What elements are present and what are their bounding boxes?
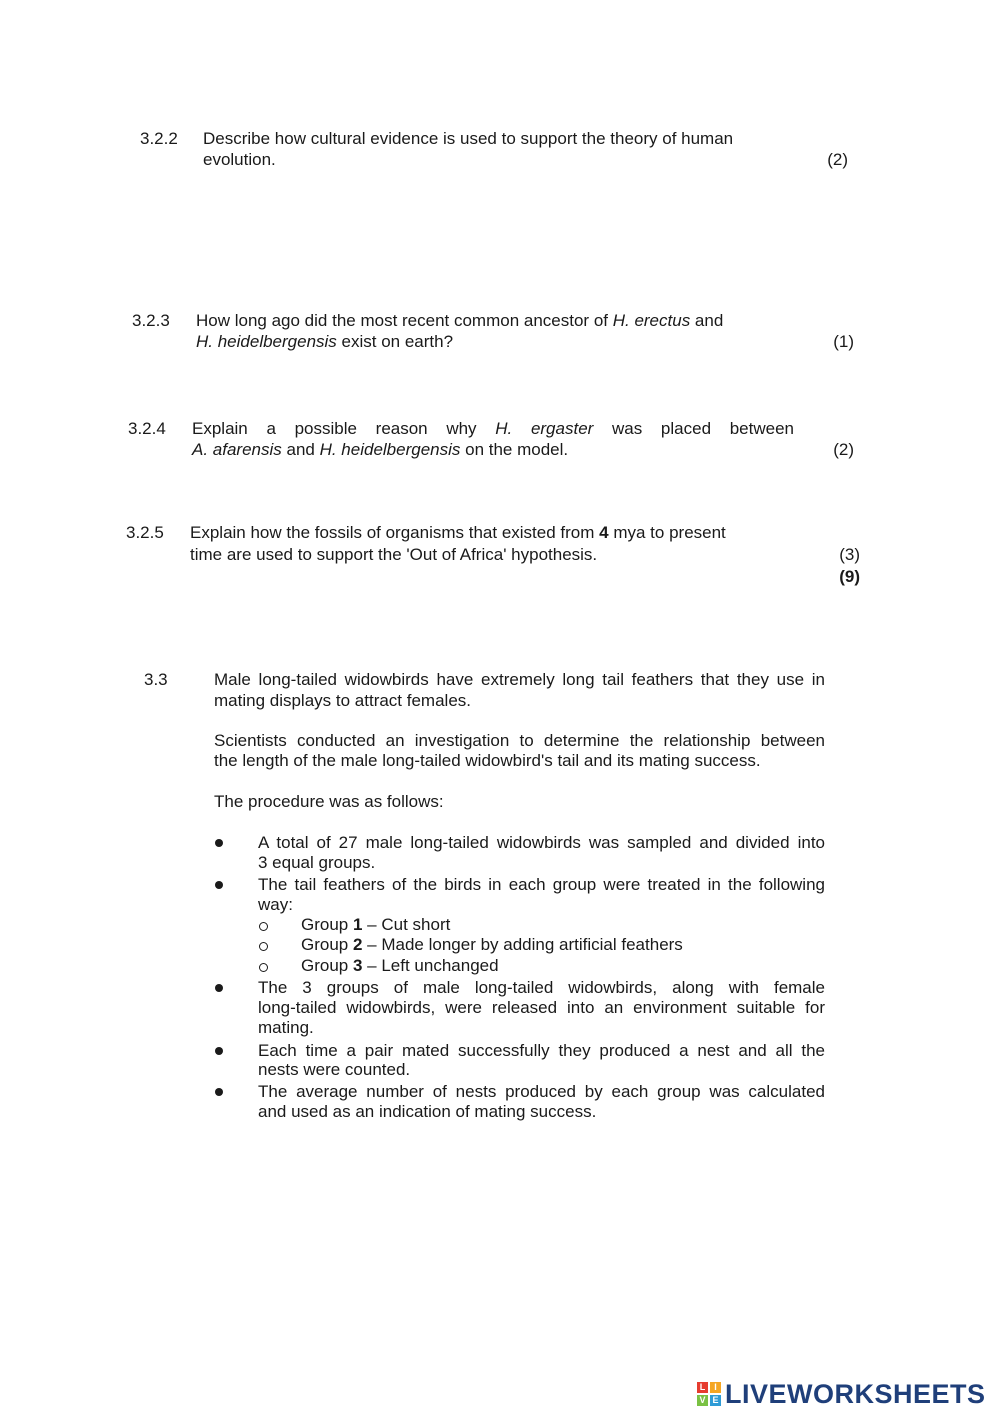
bullet-icon [215,881,223,889]
list-item-line: and used as an indication of mating success. [258,1102,597,1121]
question-number: 3.3 [144,670,168,689]
list-item-line: nests were counted. [258,1060,411,1079]
text-run: was placed between [593,419,794,438]
bullet-icon [215,1047,223,1055]
sub-list-item [301,955,499,976]
marks-label: (2) [827,150,848,169]
species-name: H. erectus [612,311,691,330]
question-number: 3.2.5 [126,523,164,542]
list-item-line: 3 equal groups. [258,853,376,872]
text-run: Explain how the fossils of organisms that existed from [190,523,600,542]
question-text-line: Describe how cultural evidence is used to support the theory of human [203,129,734,148]
text-run: Group [301,956,353,975]
text-run-bold: 1 [352,915,363,934]
text-run: on the model. [460,440,569,459]
paragraph-line: Male long-tailed widowbirds have extremely long tail feathers that they use in [214,670,825,689]
sub-list-item [301,914,450,935]
species-name: H. ergaster [495,419,594,438]
paragraph-line: the length of the male long-tailed widowbird's tail and its mating success. [214,751,761,770]
logo-text: LIVEWORKSHEETS [725,1379,986,1409]
text-run: Group [301,935,353,954]
sub-bullet-icon [259,942,268,951]
sub-bullet-icon [259,922,268,931]
question-text-line: evolution. [203,150,276,169]
text-run: – Made longer by adding artificial feathers [362,935,683,954]
list-item-line: mating. [258,1018,314,1037]
logo-letter: L [697,1382,708,1393]
text-run: and [281,440,320,459]
text-run: How long ago did the most recent common ancestor of [196,311,613,330]
paragraph-line: The procedure was as follows: [214,792,444,811]
question-text-line [192,418,794,439]
text-run-bold: 4 [599,523,609,542]
sub-bullet-icon [259,963,268,972]
question-number: 3.2.4 [128,419,166,438]
list-item-line: long-tailed widowbirds, were released into an environment suitable for [258,998,825,1017]
question-text-line [196,331,453,352]
question-text-line: time are used to support the 'Out of Africa' hypothesis. [190,545,598,564]
text-run: – Left unchanged [362,956,499,975]
text-run: mya to present [608,523,726,542]
text-run: – Cut short [362,915,451,934]
species-name: H. heidelbergensis [196,332,337,351]
text-run: Group [301,915,353,934]
bullet-icon [215,1088,223,1096]
logo-mark-icon [697,1382,721,1406]
marks-label: (1) [833,332,854,351]
total-marks-label: (9) [839,567,860,586]
sub-list-item [301,934,683,955]
bullet-icon [215,839,223,847]
bullet-icon [215,984,223,992]
liveworksheets-logo[interactable] [697,1379,986,1409]
marks-label: (3) [839,545,860,564]
paragraph-line: mating displays to attract females. [214,691,472,710]
text-run: exist on earth? [336,332,454,351]
logo-letter: I [710,1382,721,1393]
text-run: and [690,311,724,330]
logo-letter: V [697,1395,708,1406]
question-text-line [192,439,568,460]
logo-letter: E [710,1395,721,1406]
list-item-line: The 3 groups of male long-tailed widowbirds, along with female [258,978,825,997]
text-run: Explain a possible reason why [192,419,496,438]
list-item-line: Each time a pair mated successfully they produced a nest and all the [258,1041,825,1060]
question-number: 3.2.3 [132,311,170,330]
text-run-bold: 3 [352,956,363,975]
question-text-line [196,310,796,331]
species-name: A. afarensis [192,440,282,459]
species-name: H. heidelbergensis [319,440,461,459]
marks-label: (2) [833,440,854,459]
list-item-line: The average number of nests produced by each group was calculated [258,1082,825,1101]
question-number: 3.2.2 [140,129,178,148]
paragraph-line: Scientists conducted an investigation to determine the relationship between [214,731,825,750]
list-item-line: The tail feathers of the birds in each group were treated in the following [258,875,825,894]
question-text-line [190,522,810,543]
list-item-line: A total of 27 male long-tailed widowbirds was sampled and divided into [258,833,825,852]
list-item-line: way: [258,895,293,914]
text-run-bold: 2 [352,935,363,954]
